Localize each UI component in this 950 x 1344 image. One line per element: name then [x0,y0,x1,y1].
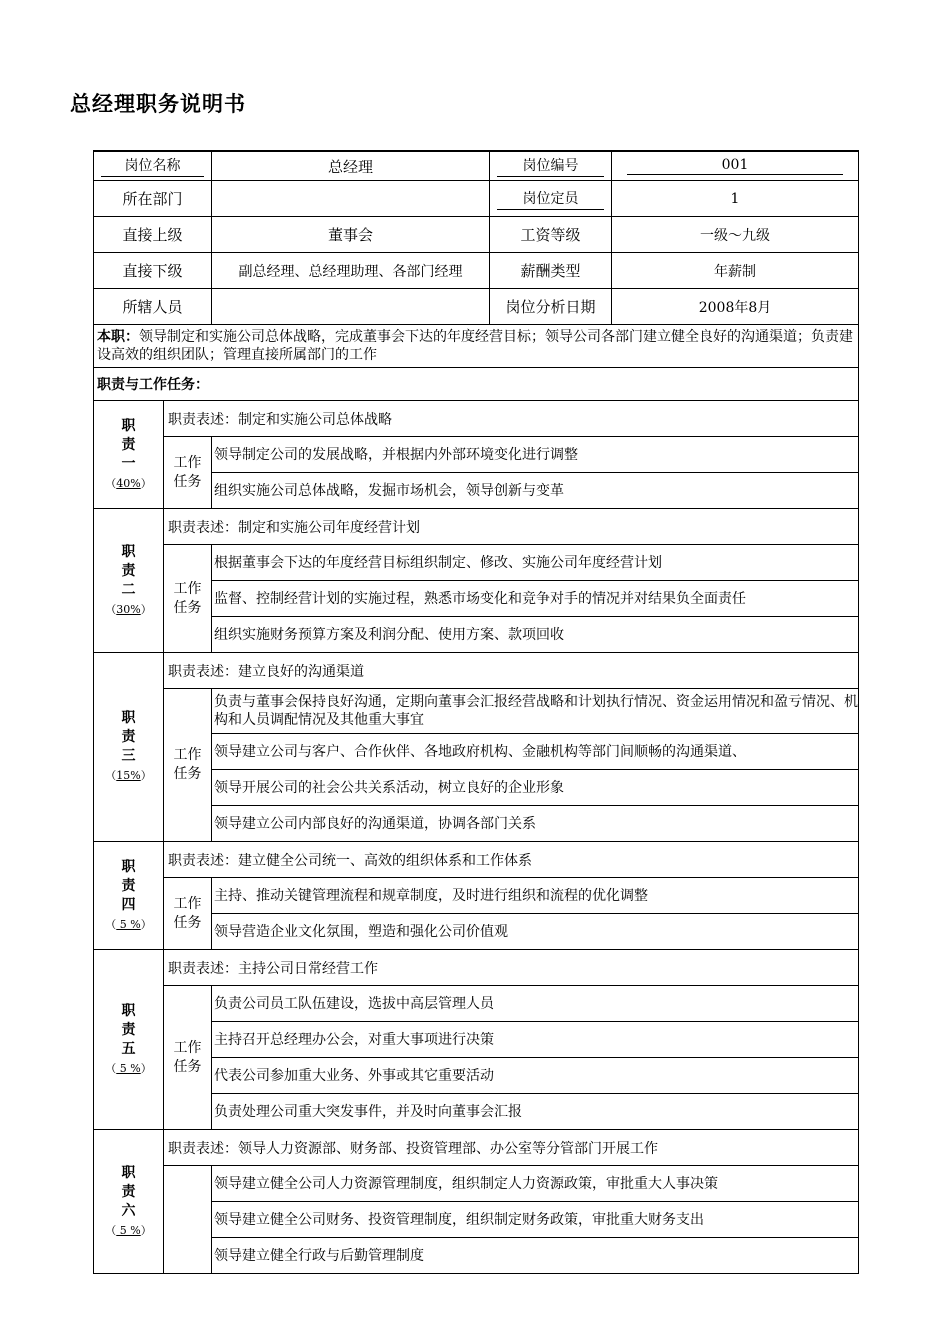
label-staff: 所辖人员 [94,289,212,325]
core-responsibility-label: 本职： [97,329,139,345]
duty-name [94,1130,164,1274]
value-salary-grade: 一级～九级 [612,217,859,253]
duty-description: 职责表述：领导人力资源部、财务部、投资管理部、办公室等分管部门开展工作 [164,1130,859,1166]
duty-name [94,401,164,509]
task-label: 工作任务 [164,437,212,509]
task-item: 领导营造企业文化氛围，塑造和强化公司价值观 [212,914,859,950]
label-superior: 直接上级 [94,217,212,253]
task-item: 负责公司员工队伍建设，选拔中高层管理人员 [212,986,859,1022]
duty-weight: （15%） [105,769,152,782]
value-pay-type: 年薪制 [612,253,859,289]
value-position-code: 001 [612,151,859,181]
task-label [164,1166,212,1274]
task-item: 组织实施财务预算方案及利润分配、使用方案、款项回收 [212,617,859,653]
label-subordinates: 直接下级 [94,253,212,289]
duty-description: 职责表述：建立良好的沟通渠道 [164,653,859,689]
task-label: 工作任务 [164,986,212,1130]
task-item: 领导建立公司内部良好的沟通渠道，协调各部门关系 [212,806,859,842]
duty-weight: （ 5 %） [105,917,152,931]
task-item: 主持、推动关键管理流程和规章制度，及时进行组织和流程的优化调整 [212,878,859,914]
duty-name [94,950,164,1130]
task-item: 负责处理公司重大突发事件，并及时向董事会汇报 [212,1094,859,1130]
duty-description: 职责表述：主持公司日常经营工作 [164,950,859,986]
value-department [212,181,490,217]
duty-weight: （ 5 %） [105,1061,152,1075]
duty-weight: （ 5 %） [105,1223,152,1237]
value-headcount: 1 [612,181,859,217]
task-item: 领导制定公司的发展战略，并根据内外部环境变化进行调整 [212,437,859,473]
section-title: 职责与工作任务： [94,368,859,401]
job-description-table [93,150,859,1274]
duty-weight: （30%） [105,602,152,616]
label-salary-grade: 工资等级 [490,217,612,253]
duty-weight: （40%） [105,476,152,490]
task-item: 领导建立公司与客户、合作伙伴、各地政府机构、金融机构等部门间顺畅的沟通渠道、 [212,734,859,770]
task-item: 负责与董事会保持良好沟通，定期向董事会汇报经营战略和计划执行情况、资金运用情况和盈亏情况、机构和人员调配情况及其他重大事宜 [212,689,859,734]
task-item: 领导建立健全公司人力资源管理制度，组织制定人力资源政策，审批重大人事决策 [212,1166,859,1202]
value-superior: 董事会 [212,217,490,253]
task-item: 代表公司参加重大业务、外事或其它重要活动 [212,1058,859,1094]
label-department: 所在部门 [94,181,212,217]
core-responsibility [94,325,859,368]
label-headcount: 岗位定员 [490,181,612,217]
label-analysis-date: 岗位分析日期 [490,289,612,325]
duty-title: 职责三 [121,710,136,764]
duty-description: 职责表述：制定和实施公司年度经营计划 [164,509,859,545]
duty-name [94,509,164,653]
value-position-name: 总经理 [212,151,490,181]
task-item: 组织实施公司总体战略，发掘市场机会，领导创新与变革 [212,473,859,509]
duty-name [94,842,164,950]
label-position-code: 岗位编号 [490,151,612,181]
value-analysis-date: 2008年8月 [612,289,859,325]
task-item: 领导建立健全公司财务、投资管理制度，组织制定财务政策，审批重大财务支出 [212,1202,859,1238]
duty-title: 职责五 [121,1002,136,1057]
duty-description: 职责表述：建立健全公司统一、高效的组织体系和工作体系 [164,842,859,878]
core-responsibility-text: 领导制定和实施公司总体战略，完成董事会下达的年度经营目标；领导公司各部门建立健全良好的沟通渠道；负责建设高效的组织团队；管理直接所属部门的工作 [97,329,853,363]
value-subordinates: 副总经理、总经理助理、各部门经理 [212,253,490,289]
value-staff [212,289,490,325]
duty-title: 职责二 [121,543,136,598]
task-item: 领导开展公司的社会公共关系活动，树立良好的企业形象 [212,770,859,806]
page-title: 总经理职务说明书 [70,92,246,116]
task-item: 监督、控制经营计划的实施过程，熟悉市场变化和竞争对手的情况并对结果负全面责任 [212,581,859,617]
task-item: 领导建立健全行政与后勤管理制度 [212,1238,859,1274]
duty-title: 职责四 [121,858,136,913]
task-label: 工作任务 [164,878,212,950]
task-label: 工作任务 [164,545,212,653]
task-item: 根据董事会下达的年度经营目标组织制定、修改、实施公司年度经营计划 [212,545,859,581]
task-item: 主持召开总经理办公会，对重大事项进行决策 [212,1022,859,1058]
duty-title: 职责六 [121,1164,136,1219]
duty-description: 职责表述：制定和实施公司总体战略 [164,401,859,437]
label-pay-type: 薪酬类型 [490,253,612,289]
task-label: 工作任务 [164,689,212,842]
label-position-name: 岗位名称 [94,151,212,181]
duty-title: 职责一 [121,417,136,472]
duty-name [94,653,164,842]
